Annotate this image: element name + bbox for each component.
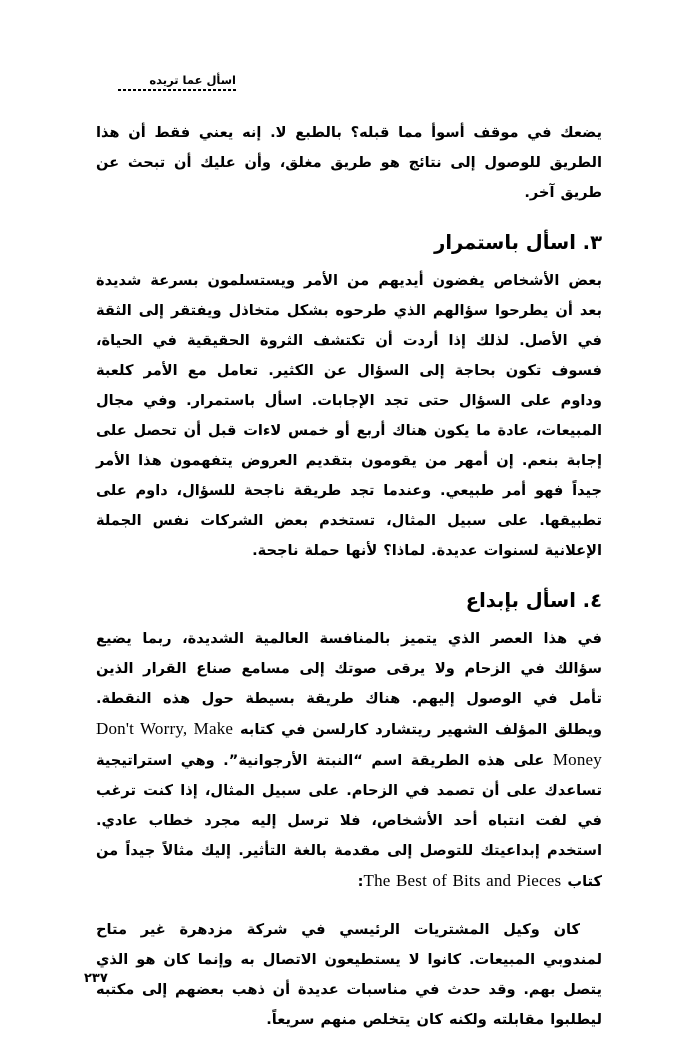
spacer bbox=[96, 897, 602, 915]
page-number: ٢٣٧ bbox=[84, 971, 108, 986]
page-body bbox=[96, 118, 602, 1035]
inline-latin-run: The Best of Bits and Pieces bbox=[363, 871, 562, 890]
spacer bbox=[96, 616, 602, 624]
running-head bbox=[96, 74, 236, 91]
section-4-paragraph-2-quote: كان وكيل المشتريات الرئيسي في شركة مزدهرة غير متاح لمندوبي المبيعات. كانوا لا يستطيعون الاتصال به وإنما كان هو الذي يتصل بهم. وقد حدث في مناسبات عديدة أن ذهب بعضهم إلى مكتبه ليطلبوا مقابلته ولكنه كان يتخلص منهم سريعاً. bbox=[96, 921, 602, 1028]
running-head-title: اسأل عما تريده bbox=[149, 73, 236, 87]
section-3-paragraph-1: بعض الأشخاص يفضون أيديهم من الأمر ويستسلمون بسرعة شديدة بعد أن يطرحوا سؤالهم الذي طرحوه بشكل متخاذل ويفتقر إلى الثقة في الأصل. لذلك إذا أردت أن تكتشف الثروة الحقيقية في الحياة، فسوف تكون بحاجة إلى السؤال عن الكثير. تعامل مع الأمر كلعبة وداوم على السؤال حتى تجد الإجابات. اسأل باستمرار. وفي مجال المبيعات، عادة ما يكون هناك أربع أو خمس لاءات قبل أن تحصل على إجابة بنعم. إن أمهر من يقومون بتقديم العروض يتفهمون هذا الأمر جيداً فهو أمر طبيعي. وعندما تجد طريقة ناجحة للسؤال، داوم على تطبيقها. على سبيل المثال، تستخدم بعض الشركات نفس الجملة الإعلانية لسنوات عديدة. لماذا؟ لأنها حملة ناجحة. bbox=[96, 272, 602, 559]
spacer bbox=[96, 208, 602, 228]
section-4-paragraph-1: في هذا العصر الذي يتميز بالمنافسة العالمية الشديدة، ربما يضيع سؤالك في الزحام ولا يرقى صوتك إلى مسامع صناع القرار الذين تأمل في الوصول إليهم. هناك طريقة بسيطة حول هذه النقطة. ويطلق المؤلف الشهير ريتشارد كارلسن في كتابه Don't Worry, Make Money على هذه الطريقة اسم “النبتة الأرجوانية”. وهي استراتيجية تساعدك على أن تصمد في الزحام. على سبيل المثال، إذا كنت ترغب في لفت انتباه أحد الأشخاص، فلا ترسل إليه مجرد خطاب عادي. استخدم إبداعيتك للتوصل إلى مقدمة بالغة التأثير. إليك مثالاً جيداً من كتاب The Best of Bits and Pieces: bbox=[96, 630, 603, 890]
continued-paragraph: يضعك في موقف أسوأ مما قبله؟ بالطبع لا. إنه يعني فقط أن هذا الطريق للوصول إلى نتائج هو طريق مغلق، وأن عليك أن تبحث عن طريق آخر. bbox=[96, 124, 602, 201]
spacer bbox=[96, 258, 602, 266]
section-heading-4: ٤. اسأل بإبداع bbox=[465, 589, 602, 612]
inline-latin-run: Don't Worry, Make Money bbox=[96, 719, 602, 769]
section-heading-3: ٣. اسأل باستمرار bbox=[434, 231, 602, 254]
spacer bbox=[96, 566, 602, 586]
running-head-rule bbox=[118, 89, 236, 91]
